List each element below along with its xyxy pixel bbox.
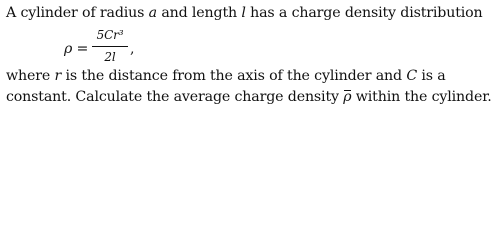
equation-comma: , [130, 41, 135, 57]
text-segment: and length [156, 5, 242, 21]
equation-fraction [92, 27, 128, 65]
fraction-numerator: 5Cr³ [96, 28, 124, 42]
problem-line-2 [6, 66, 446, 87]
text-segment: where [6, 68, 55, 84]
text-segment: A cylinder of radius [6, 5, 149, 21]
text-segment: constant. Calculate the average charge density [6, 89, 344, 105]
text-segment: has a charge density distribution [245, 5, 483, 21]
problem-line-3 [6, 87, 492, 108]
problem-line-1 [6, 3, 491, 24]
problem-statement [6, 3, 492, 105]
text-segment: is a [417, 68, 446, 84]
variable-c: C [406, 68, 418, 84]
equation-lhs: ρ = [64, 41, 89, 57]
variable-r: r [54, 68, 62, 84]
variable-a: a [148, 5, 157, 21]
variable-l: l [241, 5, 246, 21]
text-segment: within the cylinder. [351, 89, 492, 105]
fraction-bar [92, 46, 128, 47]
fraction-denominator: 2l [104, 50, 116, 64]
text-segment: is the distance from the axis of the cylinder and [61, 68, 407, 84]
average-density-symbol: ρ [343, 87, 351, 108]
